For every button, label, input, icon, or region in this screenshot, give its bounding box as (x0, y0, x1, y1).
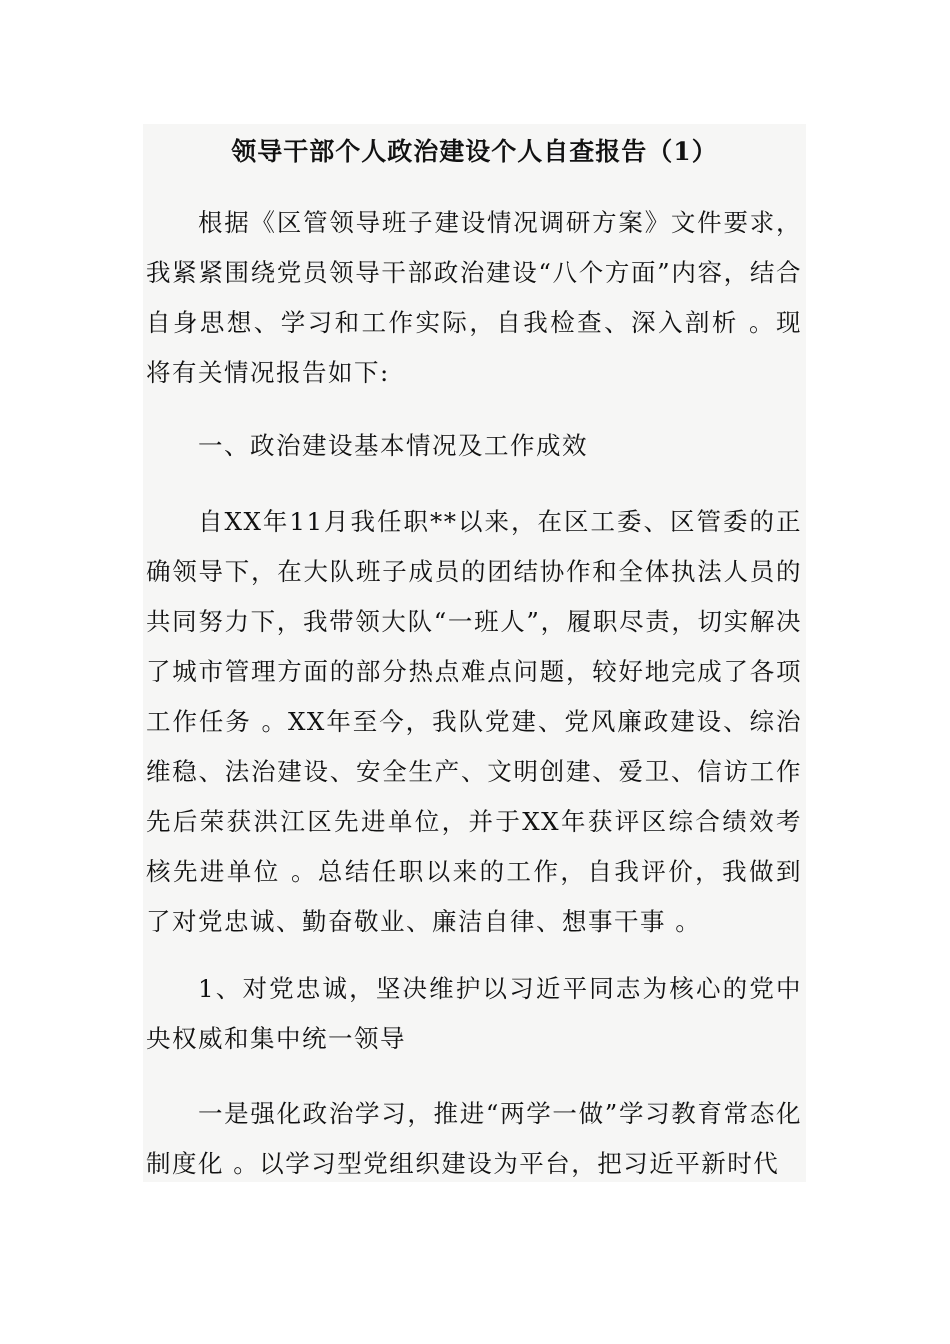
paragraph-intro: 根据《区管领导班子建设情况调研方案》文件要求，我紧紧围绕党员领导干部政治建设“八个方面”内容，结合自身思想、学习和工作实际，自我检查、深入剖析 。现将有关情况报告如下: (146, 208, 802, 387)
subsection-heading-1: 1、对党忠诚，坚决维护以习近平同志为核心的党中央权威和集中统一领导 (146, 974, 802, 1053)
document-page (143, 124, 806, 1182)
paragraph-achievements: 自XX年11月我任职**以来，在区工委、区管委的正确领导下，在大队班子成员的团结协作和全体执法人员的共同努力下，我带领大队“一班人”，履职尽责，切实解决了城市管理方面的部分热点难点问题，较好地完成了各项工作任务 。XX年至今，我队党建、党风廉政建设、综治维稳、法治建设、安全生产、文明创建、爱卫、信访工作先后荣获洪江区先进单位，并于XX年获评区综合绩效考核先进单位 。总结任职以来的工作，自我评价，我做到了对党忠诚、勤奋敬业、廉洁自律、想事干事 。 (146, 507, 802, 936)
section-heading-1: 一、政治建设基本情况及工作成效 (198, 431, 588, 460)
paragraph-study: 一是强化政治学习，推进“两学一做”学习教育常态化制度化 。以学习型党组织建设为平台，把习近平新时代 (146, 1099, 802, 1178)
document-title: 领导干部个人政治建设个人自查报告（1） (231, 137, 718, 166)
